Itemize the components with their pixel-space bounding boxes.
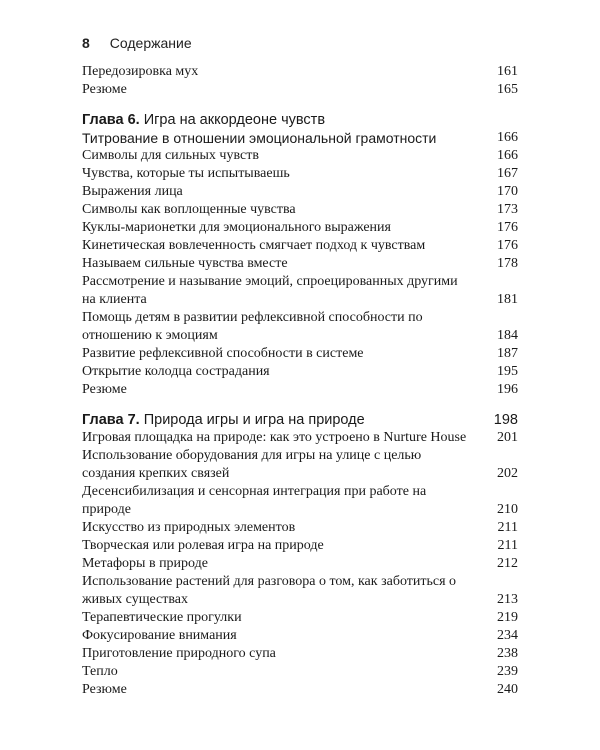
toc-entry-page: 181: [497, 292, 518, 307]
toc-entry-page: 167: [497, 166, 518, 181]
toc-entry[interactable]: [82, 363, 518, 381]
chapter-6-label: Глава 6.: [82, 112, 140, 128]
toc-entry-page: 173: [497, 202, 518, 217]
toc-entry[interactable]: [82, 255, 518, 273]
toc-entry-page: 210: [497, 502, 518, 517]
toc-entry-page: 187: [497, 346, 518, 361]
toc-entry-page: 178: [497, 256, 518, 271]
toc-entry-title: Фокусирование внимания: [82, 628, 237, 643]
toc-entry-page: 234: [497, 628, 518, 643]
toc-entry-title: Выражения лица: [82, 184, 183, 199]
toc-entry-title: Игровая площадка на природе: как это устроено в Nurture House: [82, 430, 467, 445]
table-of-contents: [82, 63, 518, 699]
toc-entry[interactable]: [82, 345, 518, 363]
toc-entry-title: Развитие рефлексивной способности в системе: [82, 346, 364, 361]
chapter-7-title-wrap: [82, 411, 365, 429]
toc-entry[interactable]: [82, 483, 518, 519]
toc-entry-page: 239: [497, 664, 518, 679]
toc-entry[interactable]: [82, 447, 518, 483]
toc-entry-page: 184: [497, 328, 518, 343]
toc-entry-title: Использование растений для разговора о том, как заботиться о живых существах: [82, 574, 457, 607]
toc-entry-title: Терапевтические прогулки: [82, 610, 242, 625]
toc-entry-title: Творческая или ролевая игра на природе: [82, 538, 324, 553]
running-header: [82, 35, 192, 51]
toc-entry-page: 219: [497, 610, 518, 625]
chapter-6-heading[interactable]: [82, 111, 518, 129]
toc-entry[interactable]: [82, 183, 518, 201]
toc-entry[interactable]: [82, 609, 518, 627]
toc-entry[interactable]: [82, 429, 518, 447]
toc-entry[interactable]: [82, 273, 518, 309]
toc-entry-page: 240: [497, 682, 518, 697]
toc-entry-page: 211: [497, 520, 518, 535]
chapter-6-title: Игра на аккордеоне чувств: [143, 112, 326, 128]
toc-entry-title: Тепло: [82, 664, 118, 679]
toc-entry-page: 166: [497, 130, 518, 145]
toc-entry[interactable]: [82, 63, 518, 81]
toc-entry-title: Резюме: [82, 682, 127, 697]
toc-entry-title: Кинетическая вовлеченность смягчает подход к чувствам: [82, 238, 426, 253]
toc-entry[interactable]: [82, 147, 518, 165]
chapter-7-entries: [82, 429, 518, 699]
toc-entry[interactable]: [82, 627, 518, 645]
toc-entry[interactable]: [82, 663, 518, 681]
top-entries: [82, 63, 518, 99]
toc-entry[interactable]: [82, 309, 518, 345]
toc-entry-title: Резюме: [82, 82, 127, 97]
toc-entry-title: Помощь детям в развитии рефлексивной способности по отношению к эмоциям: [82, 310, 423, 343]
toc-entry-title: Рассмотрение и называние эмоций, спроецированных другими на клиента: [82, 274, 458, 307]
toc-entry-page: 238: [497, 646, 518, 661]
chapter-7-heading[interactable]: [82, 411, 518, 429]
toc-entry-page: 176: [497, 238, 518, 253]
toc-entry-page: 211: [497, 538, 518, 553]
toc-entry-title: Куклы-марионетки для эмоционального выражения: [82, 220, 391, 235]
toc-entry-title: Передозировка мух: [82, 64, 199, 79]
toc-entry-page: 196: [497, 382, 518, 397]
toc-entry-page: 166: [497, 148, 518, 163]
toc-entry-title: Чувства, которые ты испытываешь: [82, 166, 290, 181]
toc-entry-page: 170: [497, 184, 518, 199]
chapter-7-title: Природа игры и игра на природе: [143, 412, 365, 428]
toc-entry[interactable]: [82, 555, 518, 573]
page-number: 8: [82, 35, 90, 51]
toc-entry[interactable]: [82, 645, 518, 663]
toc-entry-title: Символы как воплощенные чувства: [82, 202, 296, 217]
toc-entry-page: 165: [497, 82, 518, 97]
toc-entry-page: 161: [497, 64, 518, 79]
toc-entry[interactable]: [82, 219, 518, 237]
toc-entry[interactable]: [82, 81, 518, 99]
section-title: Содержание: [109, 35, 192, 51]
toc-entry-page: 176: [497, 220, 518, 235]
toc-entry-page: 212: [497, 556, 518, 571]
toc-entry-title: Титрование в отношении эмоциональной грамотности: [82, 130, 437, 146]
toc-entry-title: Называем сильные чувства вместе: [82, 256, 288, 271]
toc-entry[interactable]: [82, 129, 518, 147]
toc-entry-page: 213: [497, 592, 518, 607]
chapter-6-entries: [82, 129, 518, 399]
toc-entry-title: Десенсибилизация и сенсорная интеграция при работе на природе: [82, 484, 427, 517]
toc-entry[interactable]: [82, 381, 518, 399]
toc-entry[interactable]: [82, 537, 518, 555]
toc-entry-title: Использование оборудования для игры на улице с целью создания крепких связей: [82, 448, 422, 481]
toc-entry[interactable]: [82, 165, 518, 183]
toc-entry-page: 195: [497, 364, 518, 379]
toc-entry-title: Открытие колодца сострадания: [82, 364, 270, 379]
toc-entry[interactable]: [82, 681, 518, 699]
toc-entry-page: 201: [497, 430, 518, 445]
toc-entry-title: Резюме: [82, 382, 127, 397]
toc-entry[interactable]: [82, 201, 518, 219]
toc-entry[interactable]: [82, 573, 518, 609]
toc-entry-title: Приготовление природного супа: [82, 646, 276, 661]
chapter-7-page: 198: [493, 412, 518, 428]
chapter-6-title-wrap: [82, 111, 325, 129]
toc-entry[interactable]: [82, 519, 518, 537]
toc-entry-title: Метафоры в природе: [82, 556, 208, 571]
toc-entry-title: Символы для сильных чувств: [82, 148, 259, 163]
toc-entry[interactable]: [82, 237, 518, 255]
toc-entry-title: Искусство из природных элементов: [82, 520, 296, 535]
chapter-7-label: Глава 7.: [82, 412, 140, 428]
toc-entry-page: 202: [497, 466, 518, 481]
